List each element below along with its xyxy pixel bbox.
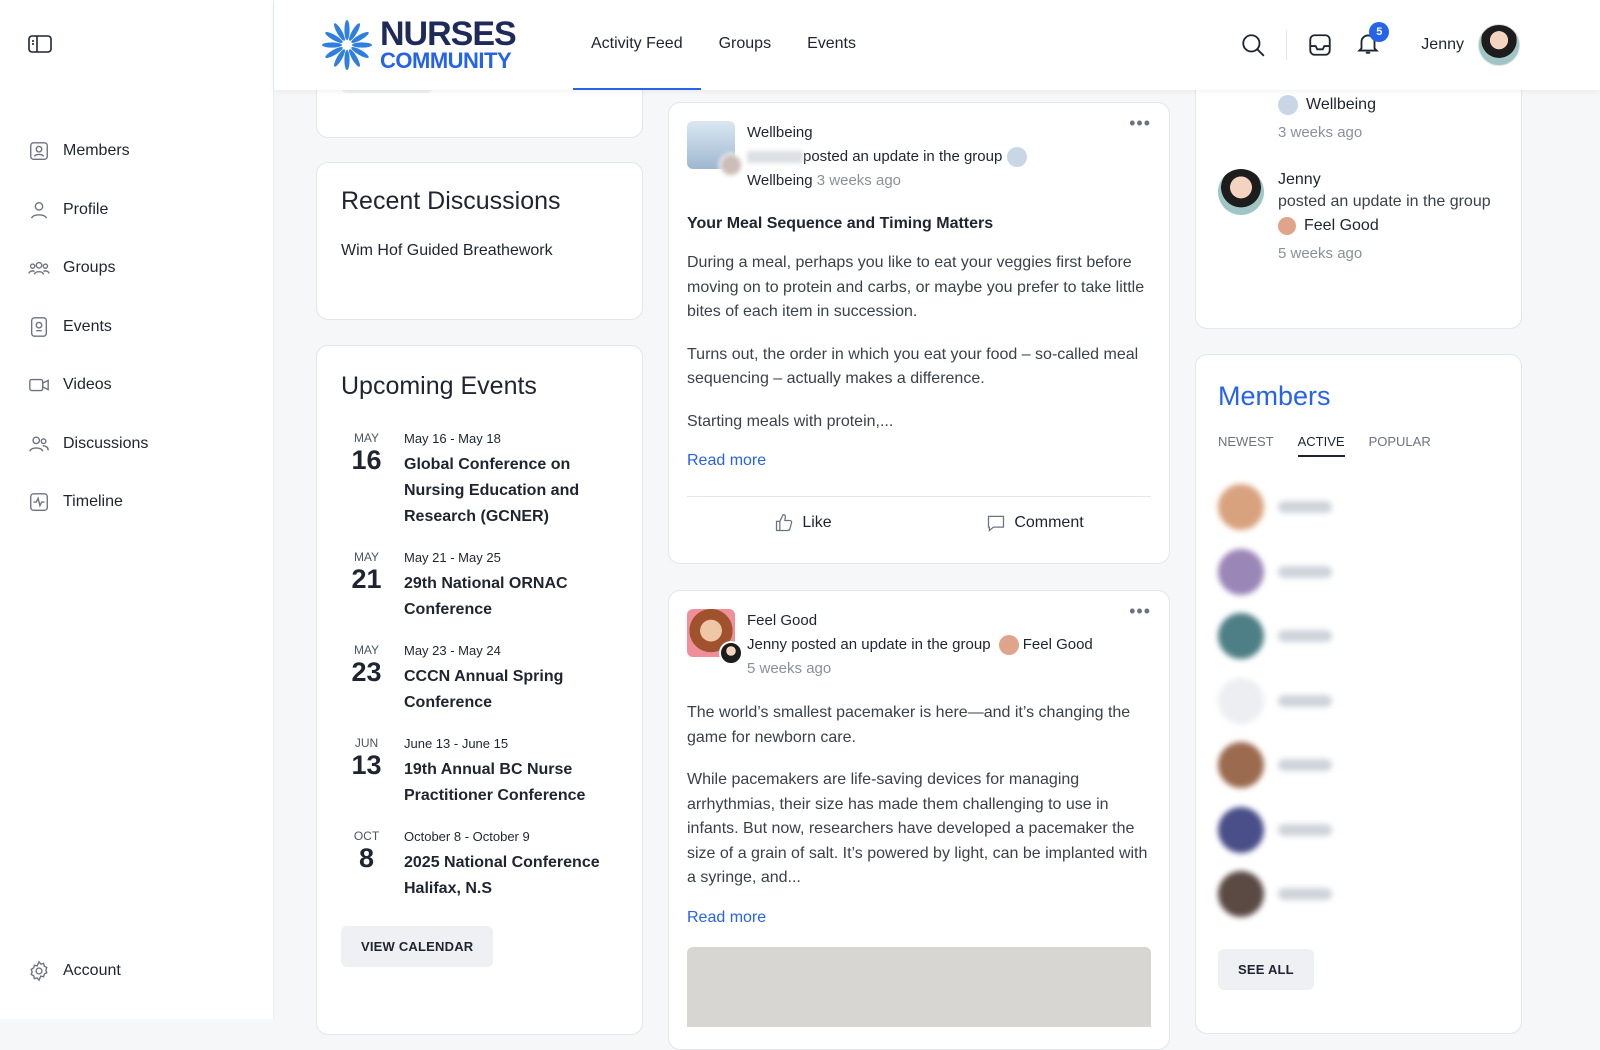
tab-groups[interactable]: Groups bbox=[718, 35, 772, 52]
post-time: 3 weeks ago bbox=[816, 172, 902, 189]
post-group-title[interactable]: Wellbeing bbox=[747, 124, 813, 141]
like-label: Like bbox=[802, 513, 832, 531]
event-day: 23 bbox=[351, 657, 382, 687]
post-meta bbox=[747, 609, 1093, 681]
site-logo[interactable] bbox=[320, 15, 516, 73]
event-item[interactable] bbox=[329, 550, 618, 623]
member-avatar-blurred bbox=[1218, 549, 1264, 595]
post-action-text: posted an update in the group bbox=[803, 148, 1003, 165]
group-mini-icon bbox=[1007, 147, 1027, 167]
event-month: OCT bbox=[353, 829, 380, 843]
member-row[interactable] bbox=[1218, 604, 1499, 669]
group-mini-icon bbox=[999, 635, 1019, 655]
activity-group-name[interactable]: Feel Good bbox=[1304, 217, 1379, 234]
post-image[interactable] bbox=[687, 947, 1151, 1027]
post-group-title[interactable]: Feel Good bbox=[747, 612, 818, 629]
activity-text: posted an update in the group bbox=[1278, 193, 1491, 210]
post-body bbox=[687, 701, 1151, 891]
tab-newest[interactable]: NEWEST bbox=[1218, 434, 1274, 449]
tab-events[interactable]: Events bbox=[807, 35, 856, 52]
event-date-range: May 16 - May 18 bbox=[404, 431, 501, 446]
group-avatar[interactable] bbox=[687, 609, 735, 657]
member-row[interactable] bbox=[1218, 475, 1499, 540]
discussion-link[interactable]: Wim Hof Guided Breathework bbox=[341, 242, 553, 259]
post-group-name[interactable]: Wellbeing bbox=[747, 172, 813, 189]
logo-line-2: COMMUNITY bbox=[380, 48, 512, 73]
sidebar-nav bbox=[28, 122, 258, 532]
event-day: 13 bbox=[351, 750, 382, 780]
sidebar-item-account[interactable] bbox=[28, 960, 121, 982]
event-title[interactable]: CCCN Annual Spring Conference bbox=[404, 668, 564, 711]
groups-icon bbox=[28, 257, 50, 279]
post-title: Your Meal Sequence and Timing Matters bbox=[687, 215, 994, 232]
sidebar-item-profile[interactable] bbox=[28, 181, 258, 240]
upcoming-events-title: Upcoming Events bbox=[341, 372, 537, 400]
tab-popular[interactable]: POPULAR bbox=[1368, 434, 1431, 449]
activity-time: 3 weeks ago bbox=[1278, 124, 1363, 141]
event-date-range: June 13 - June 15 bbox=[404, 736, 509, 751]
event-date bbox=[329, 643, 404, 716]
user-name[interactable]: Jenny bbox=[1421, 36, 1464, 53]
members-tabs bbox=[1218, 434, 1499, 457]
events-list bbox=[329, 431, 618, 902]
event-date bbox=[329, 550, 404, 623]
group-mini-icon bbox=[1278, 95, 1298, 115]
event-month: MAY bbox=[353, 550, 380, 564]
left-sidebar bbox=[0, 0, 274, 1019]
upcoming-events-card bbox=[316, 345, 643, 1035]
member-row[interactable] bbox=[1218, 862, 1499, 927]
post-card bbox=[668, 102, 1170, 564]
member-avatar-blurred bbox=[1218, 807, 1264, 853]
group-mini-icon bbox=[1278, 217, 1296, 235]
member-name-blurred bbox=[1278, 566, 1332, 578]
post-paragraph: While pacemakers are life-saving devices for managing arrhythmias, their size has made them challenging to use in infants. But now, researchers have developed a pacemaker the size of a grain of salt. It’s powered by light, can be implanted with a syringe, and... bbox=[687, 771, 1148, 886]
gear-icon bbox=[28, 960, 50, 982]
read-more-link[interactable]: Read more bbox=[687, 908, 767, 926]
event-item[interactable] bbox=[329, 829, 618, 902]
header-divider bbox=[1286, 30, 1287, 60]
event-title[interactable]: 2025 National Conference Halifax, N.S bbox=[404, 854, 600, 897]
author-avatar bbox=[719, 641, 743, 665]
event-month: JUN bbox=[354, 736, 379, 750]
activity-time: 5 weeks ago bbox=[1278, 245, 1363, 262]
post-card bbox=[668, 590, 1170, 1050]
activity-avatar[interactable] bbox=[1218, 169, 1264, 215]
recent-discussions-card bbox=[316, 162, 643, 320]
group-avatar[interactable] bbox=[687, 121, 735, 169]
sidebar-item-members[interactable] bbox=[28, 122, 258, 181]
post-paragraph: Starting meals with protein,... bbox=[687, 412, 894, 430]
member-name-blurred bbox=[1278, 630, 1332, 642]
profile-icon bbox=[28, 199, 50, 221]
member-row[interactable] bbox=[1218, 540, 1499, 605]
like-button[interactable] bbox=[687, 513, 919, 533]
event-month: MAY bbox=[353, 431, 380, 445]
member-name-blurred bbox=[1278, 888, 1332, 900]
sidebar-item-groups[interactable] bbox=[28, 239, 258, 298]
event-day: 16 bbox=[351, 445, 382, 475]
member-avatar-blurred bbox=[1218, 484, 1264, 530]
activity-user-name[interactable]: Jenny bbox=[1278, 171, 1321, 188]
member-avatar-blurred bbox=[1218, 678, 1264, 724]
members-card bbox=[1195, 354, 1522, 1034]
inbox-icon[interactable] bbox=[1307, 32, 1333, 58]
search-icon[interactable] bbox=[1240, 32, 1266, 58]
member-avatar-blurred bbox=[1218, 613, 1264, 659]
post-author[interactable]: Jenny bbox=[747, 636, 788, 653]
sidebar-item-label: Timeline bbox=[63, 493, 123, 511]
account-label: Account bbox=[63, 962, 121, 979]
comment-icon bbox=[986, 513, 1006, 533]
event-day: 21 bbox=[351, 564, 382, 594]
comment-label: Comment bbox=[1014, 513, 1084, 531]
comment-button[interactable] bbox=[919, 513, 1151, 533]
more-options-icon[interactable]: ••• bbox=[1129, 601, 1151, 621]
event-date bbox=[329, 431, 404, 530]
discussions-icon bbox=[28, 433, 50, 455]
read-more-link[interactable]: Read more bbox=[687, 452, 767, 469]
member-name-blurred bbox=[1278, 695, 1332, 707]
author-name-blurred bbox=[747, 151, 803, 163]
event-title[interactable]: 29th National ORNAC Conference bbox=[404, 575, 568, 618]
logo-line-1: NURSES bbox=[380, 15, 516, 53]
activity-group-name[interactable]: Wellbeing bbox=[1306, 96, 1376, 113]
user-avatar[interactable] bbox=[1478, 24, 1520, 66]
sidebar-toggle-icon[interactable] bbox=[28, 34, 52, 54]
sidebar-item-discussions[interactable] bbox=[28, 415, 258, 474]
post-actions bbox=[687, 496, 1151, 548]
event-date-range: May 21 - May 25 bbox=[404, 550, 501, 565]
member-name-blurred bbox=[1278, 824, 1332, 836]
view-calendar-button[interactable]: VIEW CALENDAR bbox=[341, 926, 493, 967]
sidebar-item-events[interactable] bbox=[28, 298, 258, 357]
tab-active[interactable]: ACTIVE bbox=[1298, 434, 1345, 457]
main-tabs bbox=[573, 0, 874, 90]
activity-item bbox=[1278, 91, 1499, 147]
members-icon bbox=[28, 140, 50, 162]
post-paragraph: Turns out, the order in which you eat your food – so-called meal sequencing – actually makes a difference. bbox=[687, 345, 1139, 387]
event-month: MAY bbox=[353, 643, 380, 657]
sidebar-item-label: Videos bbox=[63, 376, 112, 394]
events-icon bbox=[28, 316, 50, 338]
event-title[interactable]: 19th Annual BC Nurse Practitioner Conference bbox=[404, 761, 586, 804]
more-options-icon[interactable]: ••• bbox=[1129, 113, 1151, 133]
event-item[interactable] bbox=[329, 431, 618, 530]
event-day: 8 bbox=[358, 843, 375, 873]
sidebar-item-label: Profile bbox=[63, 200, 109, 218]
video-icon bbox=[28, 374, 50, 396]
member-row[interactable] bbox=[1218, 798, 1499, 863]
event-date-range: May 23 - May 24 bbox=[404, 643, 501, 658]
header-actions bbox=[1240, 0, 1600, 90]
member-name-blurred bbox=[1278, 759, 1332, 771]
member-avatar-blurred bbox=[1218, 871, 1264, 917]
post-header bbox=[687, 601, 1151, 681]
sidebar-item-label: Groups bbox=[63, 259, 116, 277]
event-title[interactable]: Global Conference on Nursing Education and Research (GCNER) bbox=[404, 456, 580, 525]
sidebar-item-label: Members bbox=[63, 142, 130, 160]
timeline-icon bbox=[28, 491, 50, 513]
post-group-name[interactable]: Feel Good bbox=[1022, 636, 1093, 653]
member-row[interactable] bbox=[1218, 669, 1499, 734]
member-name-blurred bbox=[1278, 501, 1332, 513]
author-avatar-blurred bbox=[719, 153, 743, 177]
post-body bbox=[687, 251, 1151, 434]
starburst-logo-icon bbox=[320, 18, 374, 72]
post-paragraph: During a meal, perhaps you like to eat your veggies first before moving on to protein and carbs, or maybe you prefer to take little bites of each item in succession. bbox=[687, 254, 1145, 320]
post-header bbox=[687, 113, 1151, 193]
event-item[interactable] bbox=[329, 736, 618, 809]
members-title: Members bbox=[1218, 381, 1331, 411]
member-avatar-blurred bbox=[1218, 742, 1264, 788]
sidebar-item-timeline[interactable] bbox=[28, 473, 258, 532]
post-meta bbox=[747, 121, 1027, 193]
event-date-range: October 8 - October 9 bbox=[404, 829, 530, 844]
notifications-button[interactable] bbox=[1355, 25, 1383, 61]
members-list bbox=[1218, 475, 1499, 927]
activity-card bbox=[1195, 60, 1522, 329]
sidebar-item-label: Discussions bbox=[63, 434, 149, 452]
top-bar bbox=[274, 0, 1600, 90]
tab-activity-feed[interactable]: Activity Feed bbox=[573, 0, 701, 90]
event-item[interactable] bbox=[329, 643, 618, 716]
activity-item bbox=[1218, 169, 1499, 265]
members-see-all-button[interactable]: SEE ALL bbox=[1218, 949, 1314, 990]
recent-discussions-title: Recent Discussions bbox=[341, 187, 561, 215]
event-date bbox=[329, 829, 404, 902]
sidebar-item-videos[interactable] bbox=[28, 356, 258, 415]
sidebar-item-label: Events bbox=[63, 317, 112, 335]
post-time: 5 weeks ago bbox=[747, 660, 832, 677]
thumbs-up-icon bbox=[774, 513, 794, 533]
post-action-text: posted an update in the group bbox=[791, 636, 991, 653]
event-date bbox=[329, 736, 404, 809]
post-paragraph: The world’s smallest pacemaker is here—and it’s changing the game for newborn care. bbox=[687, 704, 1131, 746]
notification-count-badge: 5 bbox=[1369, 22, 1389, 42]
member-row[interactable] bbox=[1218, 733, 1499, 798]
